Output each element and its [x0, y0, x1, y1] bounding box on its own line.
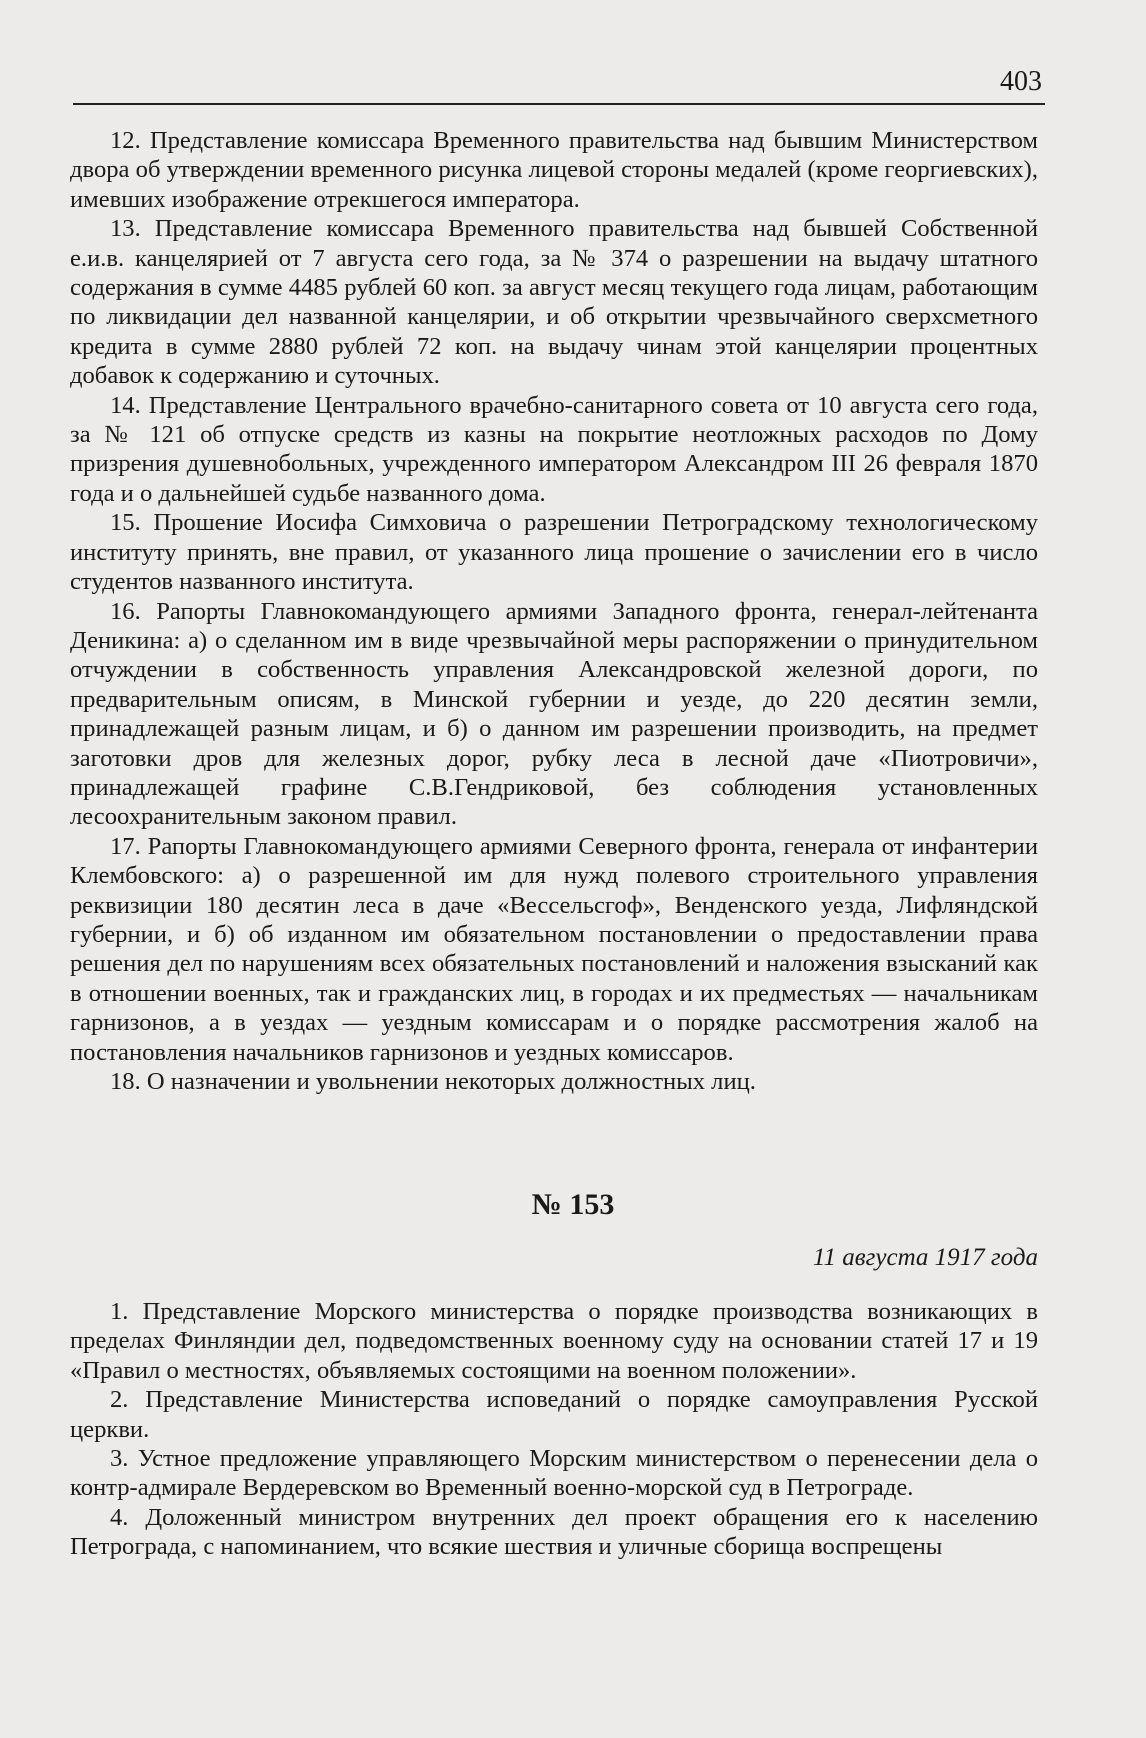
agenda-items-top: [70, 126, 1038, 1096]
agenda-item-2: 2. Представление Министерства исповеданий о порядке самоуправления Русской церкви.: [70, 1386, 1038, 1443]
agenda-item-15: 15. Прошение Иосифа Симховича о разрешении Петроградскому технологическому институту принять, вне правил, от указанного лица прошение о зачислении его в число студентов названного института.: [70, 509, 1038, 596]
agenda-item-16: 16. Рапорты Главнокомандующего армиями Западного фронта, генерал-лейтенанта Деникина: а) о сделанном им в виде чрезвычайной меры распоряжении о принудительном отчуждении в собственность управления Александровской железной дороги, по предварительным описям, в Минской губернии и уезде, до 220 десятин земли, принадлежащей разным лицам, и б) о данном им разрешении производить, на предмет заготовки дров для железных дорог, рубку леса в лесной даче «Пиотровичи», принадлежащей графине С.В.Гендриковой, без соблюдения установленных лесоохранительным законом правил.: [70, 597, 1038, 831]
document-date: 11 августа 1917 года: [812, 1244, 1038, 1271]
header-rule: [73, 103, 1045, 105]
agenda-item-17: 17. Рапорты Главнокомандующего армиями Северного фронта, генерала от инфантерии Клембовского: а) о разрешенной им для нужд полевого строительного управления реквизиции 180 десятин леса в даче «Вессельсгоф», Венденского уезда, Лифляндской губернии, и б) об изданном им обязательном постановлении о предоставлении права решения дел по нарушениям всех обязательных постановлений и наложения взысканий как в отношении военных, так и гражданских лиц, в городах и их предместьях — начальникам гарнизонов, а в уездах — уездным комиссарам и о порядке рассмотрения жалоб на постановления начальников гарнизонов и уездных комиссаров.: [70, 832, 1038, 1066]
agenda-item-13: 13. Представление комиссара Временного правительства над бывшей Собственной е.и.в. канцелярией от 7 августа сего года, за № 374 о разрешении на выдачу штатного содержания в сумме 4485 рублей 60 коп. за август месяц текущего года лицам, работающим по ликвидации дел названной канцелярии, и об открытии чрезвычайного сверхсметного кредита в сумме 2880 рублей 72 коп. на выдачу чинам этой канцелярии процентных добавок к содержанию и суточных.: [70, 215, 1038, 390]
agenda-item-12: 12. Представление комиссара Временного правительства над бывшим Министерством двора об утверждении временного рисунка лицевой стороны медалей (кроме георгиевских), имевших изображение отрекшегося императора.: [70, 127, 1038, 213]
agenda-item-1: 1. Представление Морского министерства о порядке производства возникающих в пределах Финляндии дел, подведомственных военному суду на основании статей 17 и 19 «Правил о местностях, объявляемых состоящими на военном положении».: [70, 1298, 1038, 1384]
agenda-item-3: 3. Устное предложение управляющего Морским министерством о перенесении дела о контр-адмирале Вердеревском во Временный военно-морской суд в Петрограде.: [70, 1445, 1038, 1502]
agenda-item-14: 14. Представление Центрального врачебно-санитарного совета от 10 августа сего года, за № 121 об отпуске средств из казны на покрытие неотложных расходов по Дому призрения душевнобольных, учрежденного императором Александром III 26 февраля 1870 года и о дальнейшей судьбе названного дома.: [70, 391, 1038, 507]
agenda-item-18: 18. О назначении и увольнении некоторых должностных лиц.: [110, 1068, 756, 1095]
agenda-item-4: 4. Доложенный министром внутренних дел проект обращения его к населению Петрограда, с напоминанием, что всякие шествия и уличные сборища воспрещены: [70, 1503, 1038, 1561]
document-number: № 153: [531, 1188, 615, 1221]
agenda-items-bottom: [70, 1297, 1038, 1562]
page-number: 403: [1000, 66, 1042, 97]
